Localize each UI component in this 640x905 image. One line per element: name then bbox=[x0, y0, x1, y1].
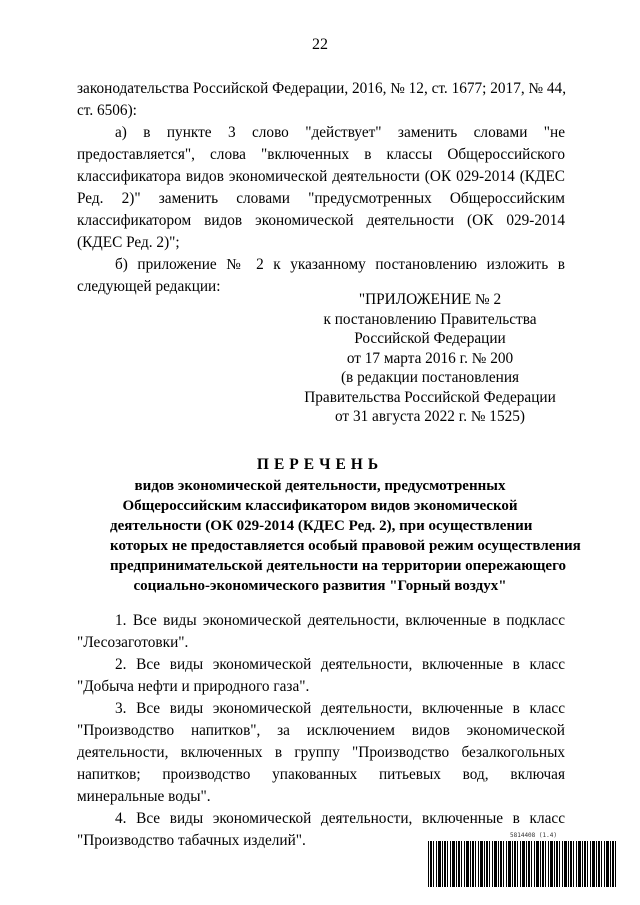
barcode-number: 5814408 (1.4) bbox=[510, 832, 557, 839]
page-number: 22 bbox=[312, 36, 328, 53]
item-a: а) в пункте 3 слово "действует" заменить словами "не предоставляется", слова "включенных в классы Общероссийского классификатора видов экономической деятельности (ОК 029-2014 (КДЕС Ред. 2)" заменить словами "предусмотренных Общероссийским классификатором видов экономической деятельности (ОК 029-2014 (КДЕС Ред. 2)"; bbox=[77, 124, 565, 251]
appendix-line: "ПРИЛОЖЕНИЕ № 2 bbox=[358, 291, 502, 308]
subtitle-line: деятельности (ОК 029-2014 (КДЕС Ред. 2), при осуществлении bbox=[110, 518, 533, 534]
item-b: б) приложение № 2 к указанному постановлению изложить в следующей редакции: bbox=[77, 256, 565, 295]
subtitle-line: Общероссийским классификатором видов экономической bbox=[122, 498, 518, 514]
barcode-block bbox=[428, 832, 618, 887]
appendix-line: (в редакции постановления bbox=[340, 369, 520, 386]
appendix-line: от 17 марта 2016 г. № 200 bbox=[346, 349, 514, 367]
appendix-header bbox=[300, 290, 560, 427]
list-item: 2. Все виды экономической деятельности, включенные в класс "Добыча нефти и природного газа". bbox=[77, 656, 565, 695]
list-item: 1. Все виды экономической деятельности, включенные в подкласс "Лесозаготовки". bbox=[77, 612, 565, 651]
appendix-line: Российской Федерации bbox=[354, 330, 506, 347]
intro-block bbox=[77, 78, 565, 298]
appendix-line: от 31 августа 2022 г. № 1525) bbox=[334, 408, 525, 425]
subtitle-line: социально-экономического развития "Горный воздух" bbox=[133, 578, 507, 594]
subtitle-line: предпринимательской деятельности на территории опережающего bbox=[110, 558, 567, 574]
barcode-image bbox=[428, 841, 618, 887]
document-subtitle bbox=[110, 476, 581, 596]
subtitle-line: видов экономической деятельности, предусмотренных bbox=[134, 478, 506, 494]
appendix-line: Правительства Российской Федерации bbox=[304, 388, 556, 406]
list-item: 4. Все виды экономической деятельности, включенные в класс "Производство табачных изделий". bbox=[77, 810, 565, 849]
intro-line: ст. 6506): bbox=[77, 102, 137, 119]
document-title: ПЕРЕЧЕНЬ bbox=[256, 456, 384, 473]
activity-list bbox=[77, 610, 565, 852]
appendix-line: к постановлению Правительства bbox=[323, 310, 537, 328]
intro-line: законодательства Российской Федерации, 2016, № 12, ст. 1677; 2017, № 44, bbox=[77, 80, 567, 97]
subtitle-line: которых не предоставляется особый правовой режим осуществления bbox=[110, 538, 581, 554]
list-item: 3. Все виды экономической деятельности, включенные в класс "Производство напитков", за исключением видов экономической деятельности, включенных в группу "Производство безалкогольных напитков; производство упакованных питьевых вод, включая минеральные воды". bbox=[77, 700, 565, 805]
